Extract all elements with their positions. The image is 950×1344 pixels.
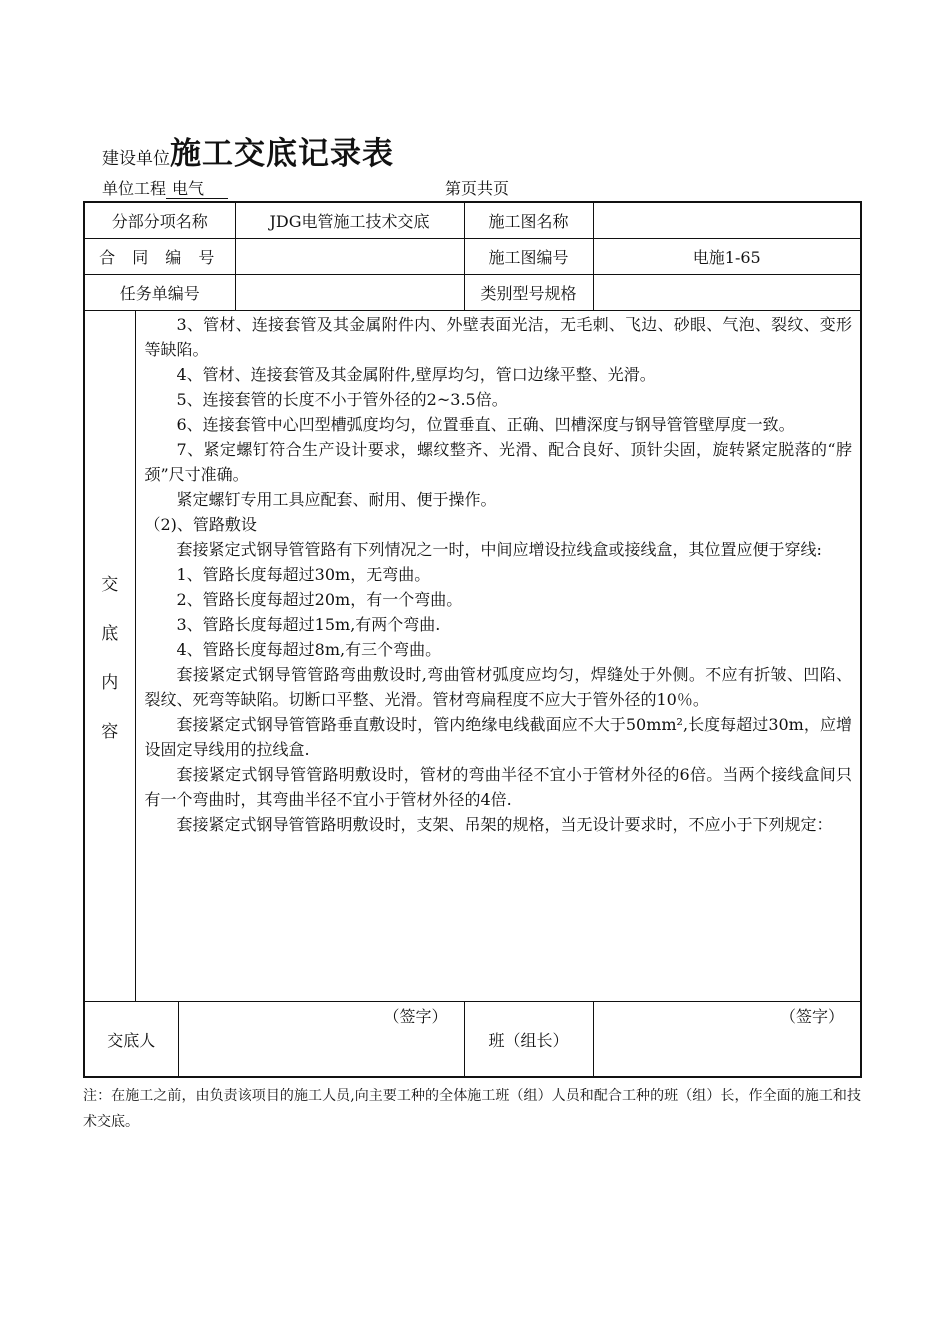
- side-char: 底: [101, 624, 119, 644]
- unit-project-value: 电气: [166, 180, 228, 199]
- signature-note: （签字）: [383, 1007, 448, 1026]
- side-char: 容: [101, 722, 119, 742]
- unit-project-line: [102, 176, 228, 199]
- page-count-label: 第页共页: [445, 179, 510, 198]
- content-paragraph: 3、管路长度每超过15m,有两个弯曲.: [176, 615, 441, 634]
- handover-person-label: 交底人: [84, 1002, 178, 1078]
- content-paragraph: 6、连接套管中心凹型槽弧度均匀，位置垂直、正确、凹槽深度与钢导管管壁厚度一致。: [176, 415, 795, 434]
- task-number-label: 任务单编号: [84, 275, 235, 311]
- content-paragraph: 4、管材、连接套管及其金属附件,壁厚均匀，管口边缘平整、光滑。: [176, 365, 656, 384]
- signature-row: [84, 1002, 861, 1078]
- contract-number-value: [235, 239, 464, 275]
- table-row: [84, 275, 861, 311]
- table-row: [84, 239, 861, 275]
- team-leader-signature: [593, 1002, 861, 1078]
- type-spec-value: [593, 275, 861, 311]
- side-char: 内: [101, 673, 119, 693]
- page-title: 施工交底记录表: [170, 136, 394, 172]
- content-paragraph: 套接紧定式钢导管管路垂直敷设时，管内绝缘电线截面应不大于50mm²,长度每超过30m，应增设固定导线用的拉线盒.: [144, 715, 853, 759]
- content-paragraph: 紧定螺钉专用工具应配套、耐用、便于操作。: [176, 490, 497, 509]
- unit-project-label: 单位工程: [102, 179, 167, 198]
- content-paragraph: 2、管路长度每超过20m，有一个弯曲。: [176, 590, 463, 609]
- drawing-name-value: [593, 202, 861, 239]
- handover-record-table: [83, 201, 862, 1078]
- content-paragraph: 套接紧定式钢导管管路明敷设时，支架、吊架的规格，当无设计要求时，不应小于下列规定：: [176, 815, 833, 834]
- type-spec-label: 类别型号规格: [464, 275, 593, 311]
- content-paragraph: 3、管材、连接套管及其金属附件内、外壁表面光洁，无毛刺、飞边、砂眼、气泡、裂纹、变形等缺陷。: [144, 315, 853, 359]
- construction-unit-label: 建设单位: [102, 149, 170, 169]
- section-heading: （2)、管路敷设: [144, 515, 257, 534]
- contract-number-label: 合 同 编 号: [84, 239, 235, 275]
- subitem-name-label: 分部分项名称: [84, 202, 235, 239]
- content-paragraph: 5、连接套管的长度不小于管外径的2~3.5倍。: [176, 390, 508, 409]
- handover-content-label: [84, 311, 135, 1002]
- handover-person-signature: [178, 1002, 464, 1078]
- subitem-name-value: JDG电管施工技术交底: [235, 202, 464, 239]
- team-leader-label: 班（组长）: [464, 1002, 593, 1078]
- drawing-name-label: 施工图名称: [464, 202, 593, 239]
- content-paragraph: 4、管路长度每超过8m,有三个弯曲。: [176, 640, 442, 659]
- task-number-value: [235, 275, 464, 311]
- content-paragraph: 1、管路长度每超过30m，无弯曲。: [176, 565, 431, 584]
- drawing-number-value: 电施1-65: [593, 239, 861, 275]
- content-paragraph: 套接紧定式钢导管管路明敷设时，管材的弯曲半径不宜小于管材外径的6倍。当两个接线盒间只有一个弯曲时，其弯曲半径不宜小于管材外径的4倍.: [144, 765, 853, 809]
- title-line: [102, 128, 394, 173]
- content-paragraph: 套接紧定式钢导管管路有下列情况之一时，中间应增设拉线盒或接线盒，其位置应便于穿线:: [176, 540, 822, 559]
- side-char: 交: [101, 575, 119, 595]
- table-row: [84, 202, 861, 239]
- signature-note: （签字）: [780, 1007, 845, 1026]
- handover-content: [135, 311, 861, 1002]
- footnote: 注：在施工之前，由负责该项目的施工人员,向主要工种的全体施工班（组）人员和配合工种的班（组）长，作全面的施工和技术交底。: [83, 1088, 861, 1130]
- content-paragraph: 套接紧定式钢导管管路弯曲敷设时,弯曲管材弧度应均匀，焊缝处于外侧。不应有折皱、凹陷、裂纹、死弯等缺陷。切断口平整、光滑。管材弯扁程度不应大于管外径的10％。: [144, 665, 853, 709]
- content-paragraph: 7、紧定螺钉符合生产设计要求，螺纹整齐、光滑、配合良好、顶针尖固，旋转紧定脱落的“脖颈”尺寸准确。: [144, 440, 853, 484]
- drawing-number-label: 施工图编号: [464, 239, 593, 275]
- content-row: [84, 311, 861, 1002]
